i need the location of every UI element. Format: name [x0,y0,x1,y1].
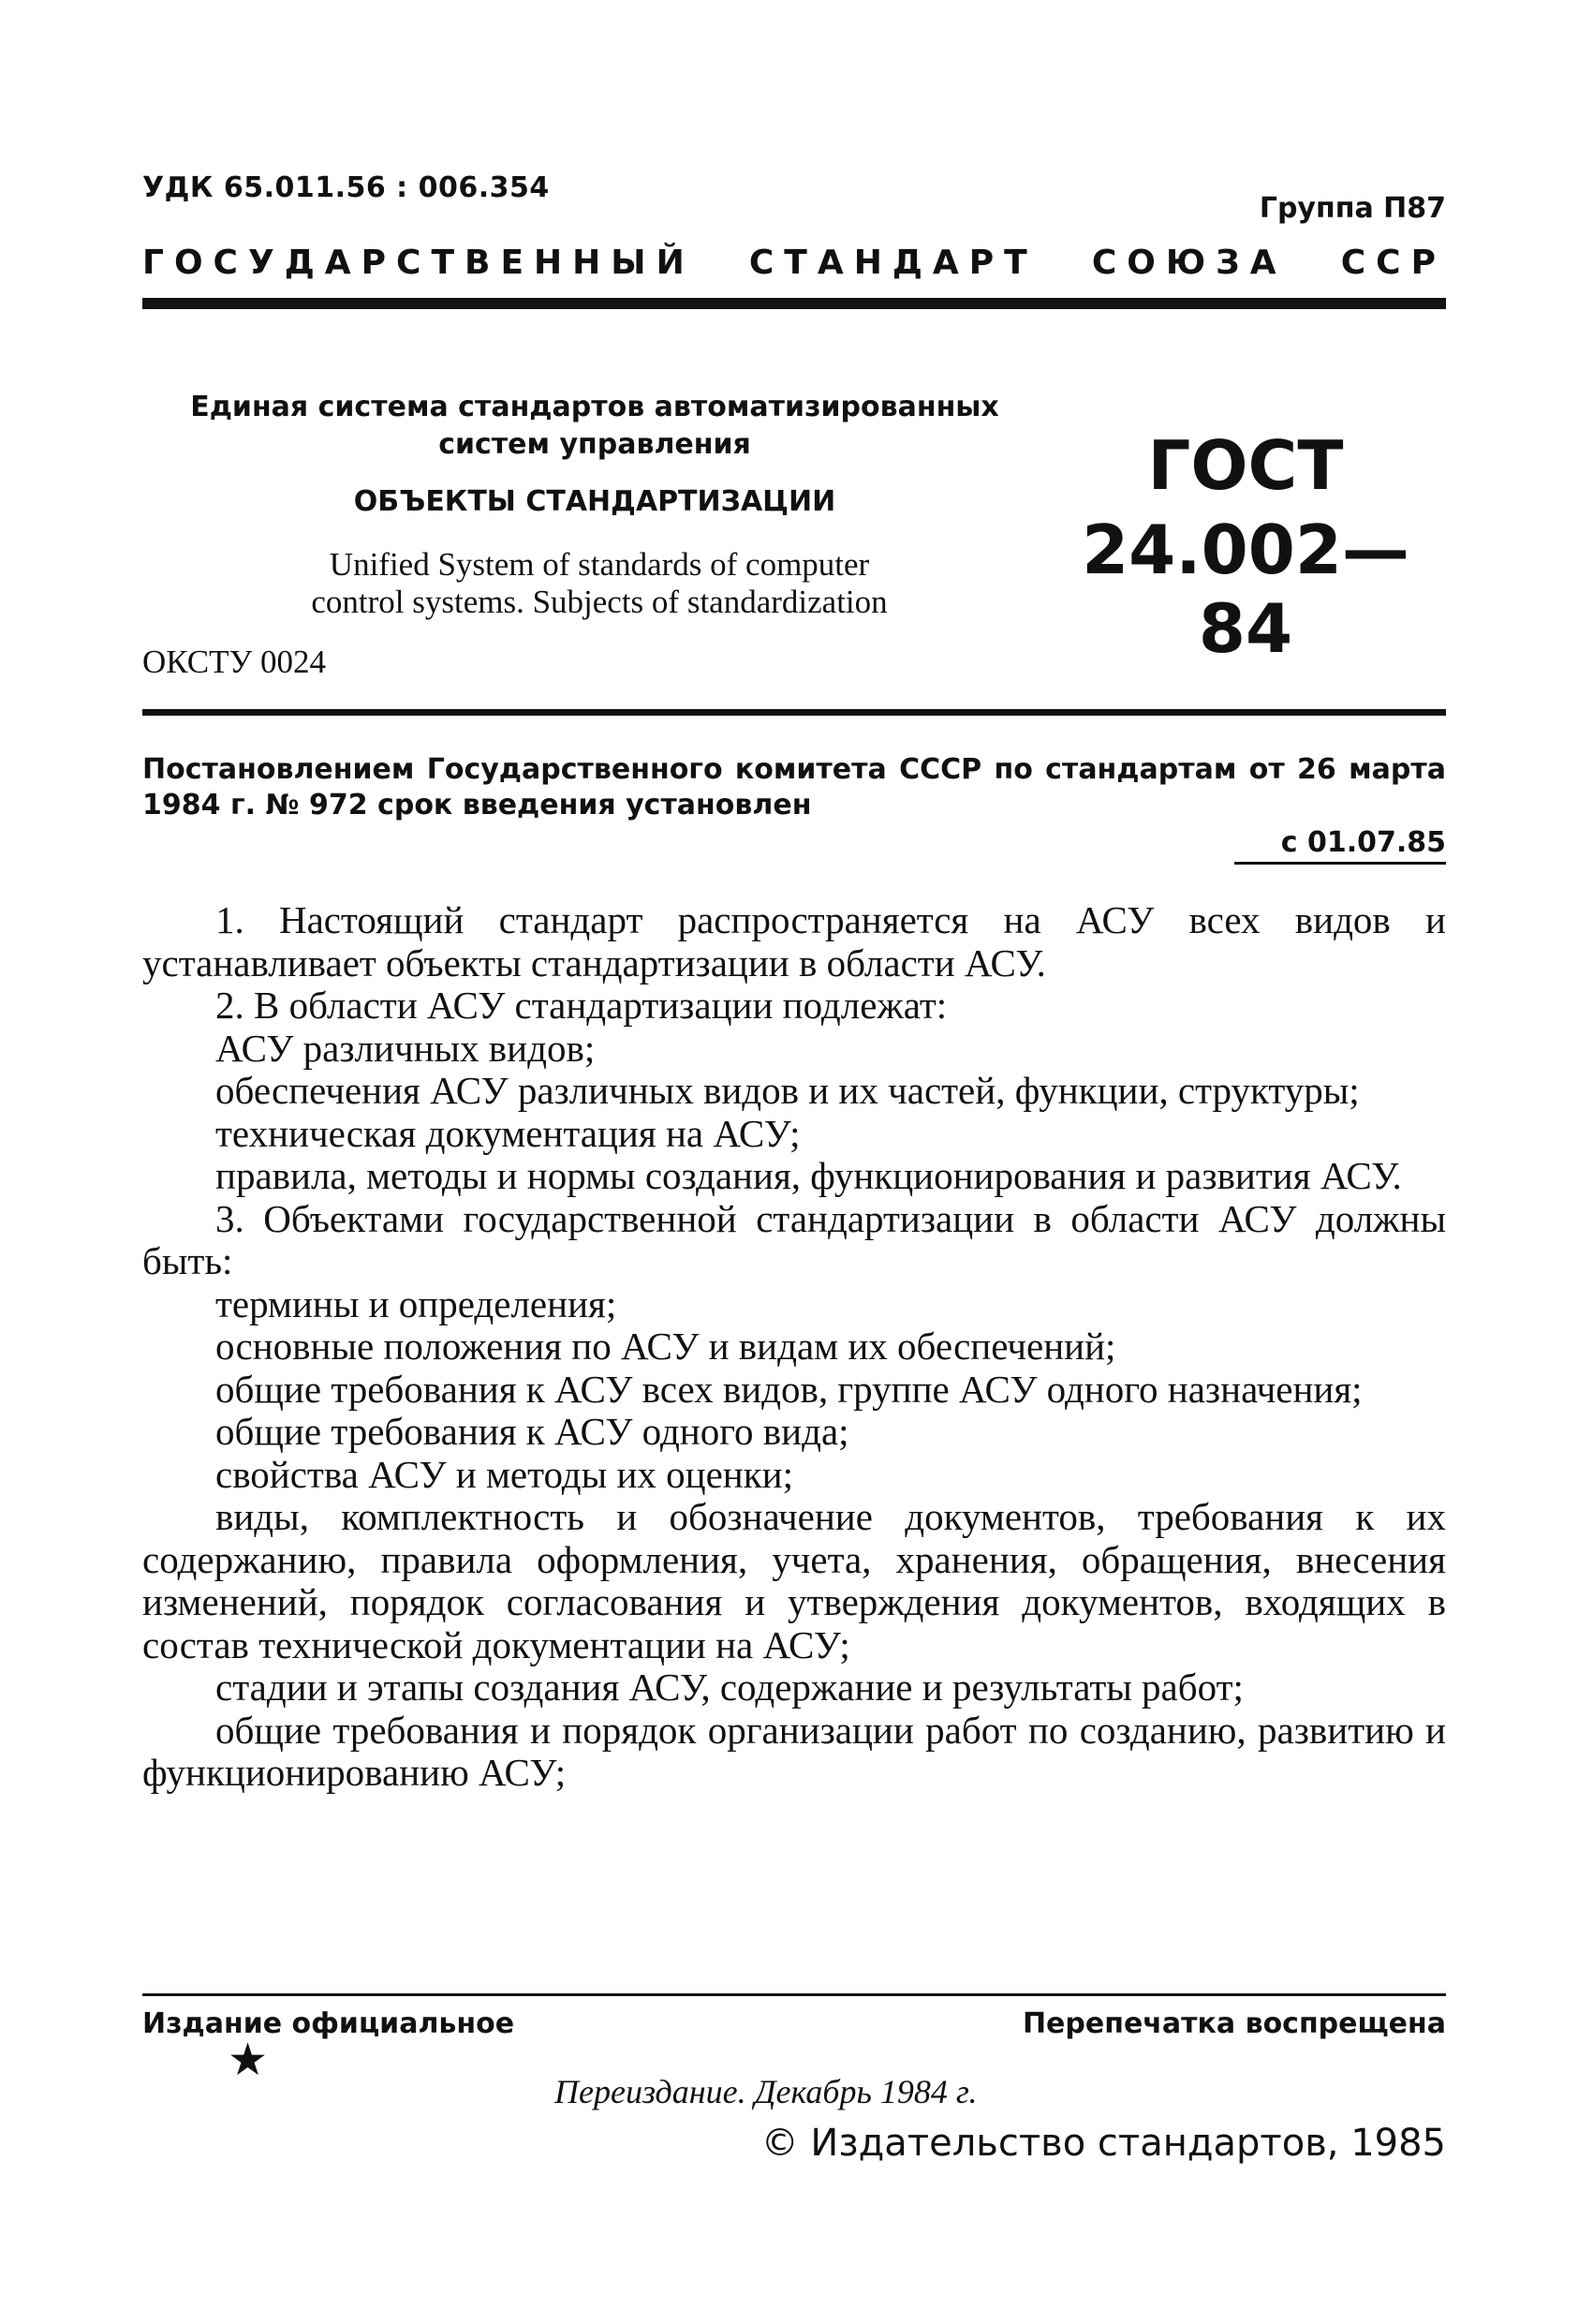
top-rule [142,298,1446,309]
group-code: Группа П87 [1259,192,1446,225]
paragraph: АСУ различных видов; [215,1026,596,1070]
body-text [142,899,1446,1795]
paragraph: общие требования и порядок организации работ по созданию, развитию и функционированию АСУ; [142,1708,1446,1794]
oksty-code: ОКСТУ 0024 [142,644,327,680]
paragraph: 3. Объектами государственной стандартизации в области АСУ должны быть: [142,1196,1446,1282]
gost-label: ГОСТ [1147,426,1344,505]
paragraph: общие требования к АСУ всех видов, группе АСУ одного назначения; [215,1367,1363,1411]
paragraph: правила, методы и нормы создания, функционирования и развития АСУ. [215,1154,1402,1197]
system-title [140,389,1049,464]
paragraph: свойства АСУ и методы их оценки; [215,1452,793,1496]
reprint-prohibited-label: Перепечатка воспрещена [1022,2007,1446,2040]
paragraph: обеспечения АСУ различных видов и их частей, функции, структуры; [215,1069,1360,1112]
paragraph: 2. В области АСУ стандартизации подлежат: [215,984,948,1027]
middle-rule [142,709,1446,716]
paragraph: общие требования к АСУ одного вида; [215,1410,849,1453]
paragraph: техническая документация на АСУ; [215,1111,801,1155]
english-title-line: Unified System of standards of computer [329,546,870,583]
reissue-note: Переиздание. Декабрь 1984 г. [554,2073,978,2110]
paragraph: виды, комплектность и обозначение документов, требования к их содержанию, правила оформления, учета, хранения, обращения, внесения изменений, порядок согласования и утверждения документов, входящих в состав технической документации на АСУ; [142,1495,1446,1666]
system-title-line: Единая система стандартов автоматизированных [190,391,999,423]
paragraph: стадии и этапы создания АСУ, содержание и результаты работ; [215,1665,1244,1709]
decree-text: Постановлением Государственного комитета СССР по стандартам от 26 марта 1984 г. № 972 срок введения установлен [142,753,1446,822]
english-title [187,546,1011,621]
banner-word: ССР [1340,244,1446,282]
udk-code: УДК 65.011.56 : 006.354 [142,171,550,204]
copyright-notice: © Издательство стандартов, 1985 [760,2122,1446,2165]
english-title-line: control systems. Subjects of standardization [311,584,888,620]
paragraph: основные положения по АСУ и видам их обеспечений; [215,1325,1116,1368]
state-standard-banner [142,244,1446,282]
effective-date: с 01.07.85 [1234,826,1446,865]
bottom-rule [142,1993,1446,1996]
gost-number: 24.002—84 [1082,511,1409,668]
star-icon: ★ [228,2035,269,2085]
paragraph: термины и определения; [215,1281,617,1325]
subject-title: ОБЪЕКТЫ СТАНДАРТИЗАЦИИ [353,485,836,518]
banner-word: СОЮЗА [1091,244,1287,282]
banner-word: СТАНДАРТ [748,244,1038,282]
system-title-line: систем управления [438,428,751,461]
paragraph: 1. Настоящий стандарт распространяется на АСУ всех видов и устанавливает объекты стандартизации в области АСУ. [142,898,1446,984]
banner-word: ГОСУДАРСТВЕННЫЙ [142,244,695,282]
official-edition-label: Издание официальное [142,2007,515,2040]
